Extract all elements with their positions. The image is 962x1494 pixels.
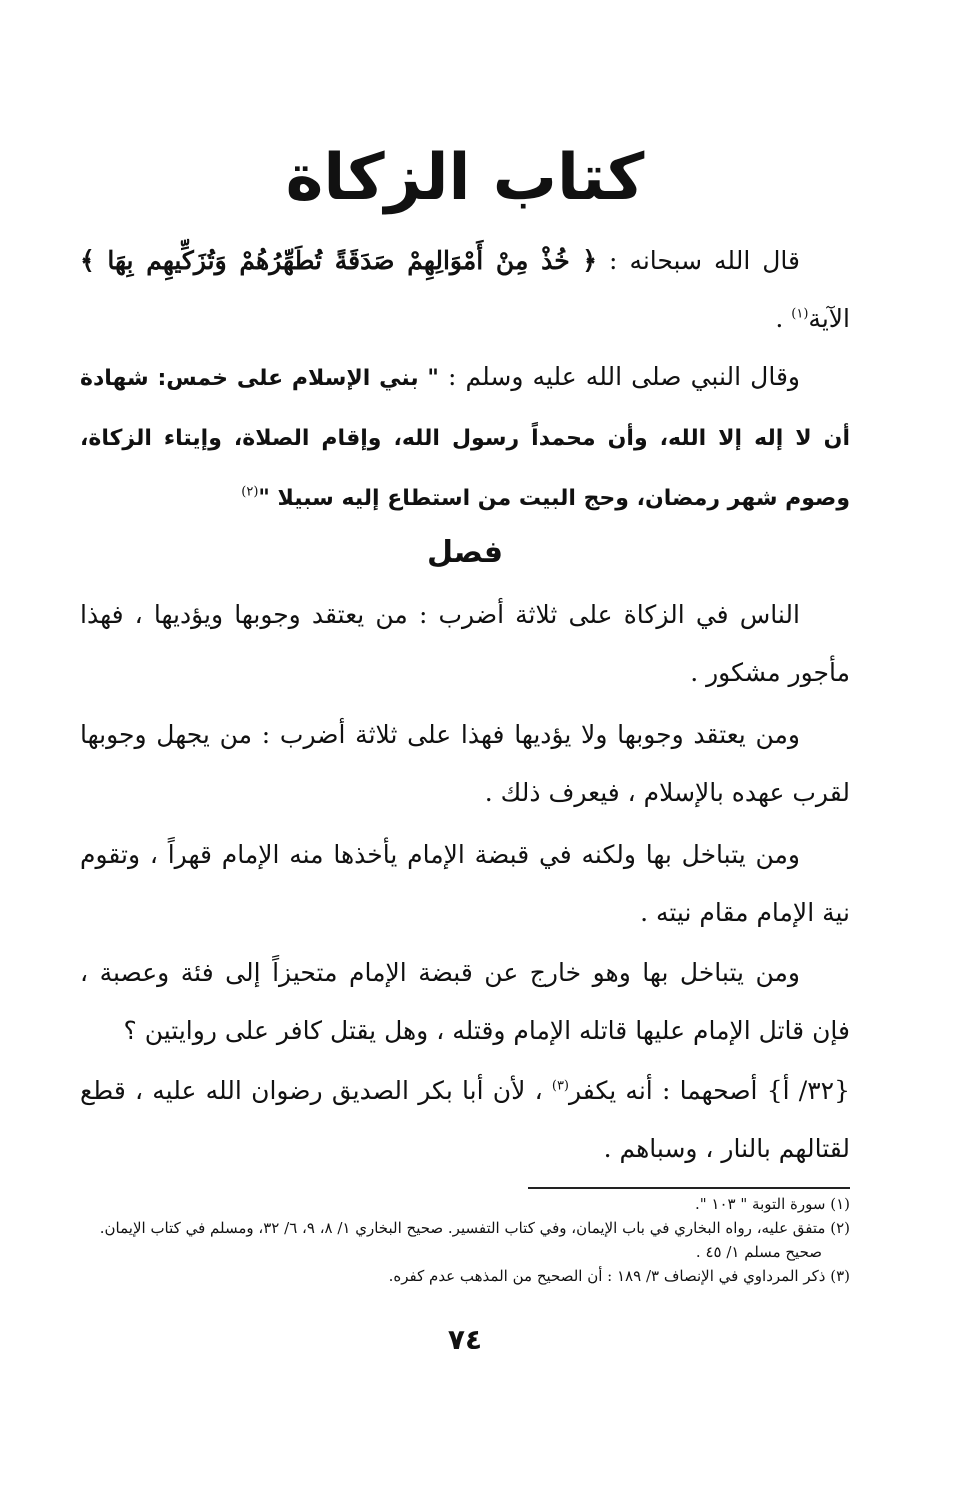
book-page	[80, 0, 850, 1494]
paragraph-1: الناس في الزكاة على ثلاثة أضرب : من يعتقد وجوبها ويؤديها ، فهذا مأجور مشكور .	[80, 600, 850, 687]
paragraph-5	[80, 1062, 850, 1178]
paragraph-5-rest: ، لأن أبا بكر الصديق رضوان الله عليه ، قطع لقتالهم بالنار ، وسباهم .	[80, 1076, 850, 1163]
footnote-ref-1: (١)	[791, 306, 809, 322]
manuscript-marker: {٣٢/ أ}	[766, 1076, 850, 1105]
hadith-text: " بني الإسلام على خمس: شهادة أن لا إله إلا الله، وأن محمداً رسول الله، وإقام الصلاة، وإيتاء الزكاة، وصوم شهر رمضان، وحج البيت من استطاع إليه سبيلا "	[80, 366, 850, 511]
footnote-3: (٣) ذكر المرداوي في الإنصاف ٣/ ١٨٩ : أن الصحيح من المذهب عدم كفره.	[388, 1267, 850, 1285]
footnote-2: (٢) متفق عليه، رواه البخاري في باب الإيمان، وفي كتاب التفسير. صحيح البخاري ١/ ٨، ٩، ٦/ ٣٢، ومسلم في كتاب الإيمان. صحيح مسلم ١/ ٤٥ .	[99, 1219, 850, 1261]
footnote-ref-2: (٢)	[241, 484, 259, 500]
page-number: ٧٤	[447, 1323, 483, 1356]
hadith-paragraph	[80, 348, 850, 528]
footnote-divider	[528, 1187, 850, 1189]
section-heading: فصل	[427, 535, 503, 570]
footnotes-list	[80, 1192, 850, 1288]
paragraph-5-lead: أصحهما : أنه يكفر	[569, 1076, 767, 1105]
chapter-title: كتاب الزكاة	[285, 141, 645, 215]
paragraph-2: ومن يعتقد وجوبها ولا يؤديها فهذا على ثلاثة أضرب : من يجهل وجوبها لقرب عهده بالإسلام ، فيعرف ذلك .	[80, 720, 850, 807]
quran-verse: ﴿ خُذْ مِنْ أَمْوَالِهِمْ صَدَقَةً تُطَهِّرُهُمْ وَتُزَكِّيهِم بِهَا ﴾	[80, 246, 598, 275]
paragraph-3: ومن يتباخل بها ولكنه في قبضة الإمام يأخذها منه الإمام قهراً ، وتقوم نية الإمام مقام نيته .	[80, 840, 850, 927]
intro-after: الآية	[808, 304, 850, 333]
footnote-ref-3: (٣)	[551, 1078, 569, 1094]
intro-end: .	[775, 304, 792, 333]
footnote-1: (١) سورة التوبة " ١٠٣ ".	[694, 1195, 850, 1213]
intro-lead: قال الله سبحانه :	[597, 246, 800, 275]
intro-paragraph	[80, 232, 850, 348]
paragraph-4: ومن يتباخل بها وهو خارج عن قبضة الإمام متحيزاً إلى فئة وعصبة ، فإن قاتل الإمام عليها قاتله الإمام وقتله ، وهل يقتل كافر على روايتين ؟	[80, 958, 850, 1045]
hadith-lead: وقال النبي صلى الله عليه وسلم :	[438, 362, 800, 391]
